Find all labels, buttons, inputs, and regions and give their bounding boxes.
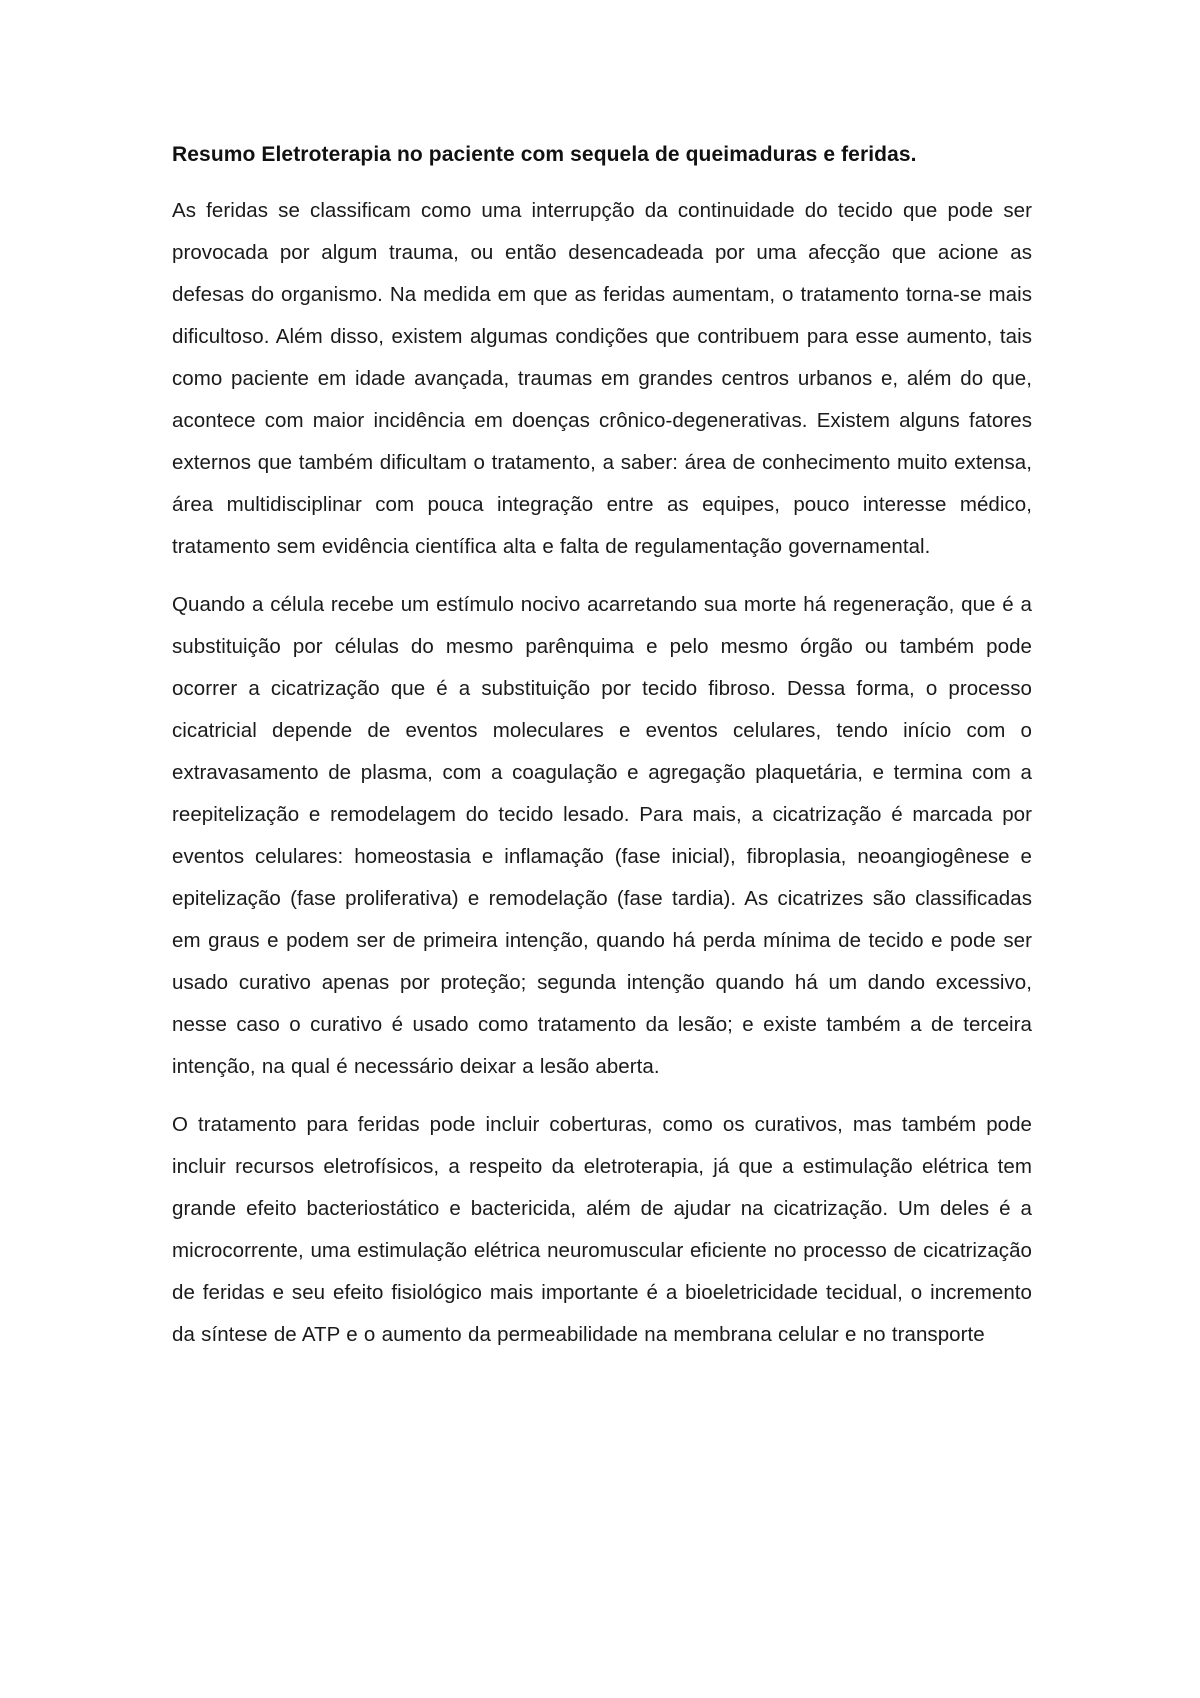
- paragraph-2: Quando a célula recebe um estímulo nocivo acarretando sua morte há regeneração, que é a substituição por células do mesmo parênquima e pelo mesmo órgão ou também pode ocorrer a cicatrização que é a substituição por tecido fibroso. Dessa forma, o processo cicatricial depende de eventos moleculares e eventos celulares, tendo início com o extravasamento de plasma, com a coagulação e agregação plaquetária, e termina com a reepitelização e remodelagem do tecido lesado. Para mais, a cicatrização é marcada por eventos celulares: homeostasia e inflamação (fase inicial), fibroplasia, neoangiogênese e epitelização (fase proliferativa) e remodelação (fase tardia). As cicatrizes são classificadas em graus e podem ser de primeira intenção, quando há perda mínima de tecido e pode ser usado curativo apenas por proteção; segunda intenção quando há um dando excessivo, nesse caso o curativo é usado como tratamento da lesão; e existe também a de terceira intenção, na qual é necessário deixar a lesão aberta.: [172, 593, 1032, 1078]
- paragraph-3: O tratamento para feridas pode incluir coberturas, como os curativos, mas também pode incluir recursos eletrofísicos, a respeito da eletroterapia, já que a estimulação elétrica tem grande efeito bacteriostático e bactericida, além de ajudar na cicatrização. Um deles é a microcorrente, uma estimulação elétrica neuromuscular eficiente no processo de cicatrização de feridas e seu efeito fisiológico mais importante é a bioeletricidade tecidual, o incremento da síntese de ATP e o aumento da permeabilidade na membrana celular e no transporte: [172, 1113, 1032, 1346]
- document-body: [172, 140, 1032, 1356]
- paragraph-1: As feridas se classificam como uma interrupção da continuidade do tecido que pode ser provocada por algum trauma, ou então desencadeada por uma afecção que acione as defesas do organismo. Na medida em que as feridas aumentam, o tratamento torna-se mais dificultoso. Além disso, existem algumas condições que contribuem para esse aumento, tais como paciente em idade avançada, traumas em grandes centros urbanos e, além do que, acontece com maior incidência em doenças crônico-degenerativas. Existem alguns fatores externos que também dificultam o tratamento, a saber: área de conhecimento muito extensa, área multidisciplinar com pouca integração entre as equipes, pouco interesse médico, tratamento sem evidência científica alta e falta de regulamentação governamental.: [172, 199, 1032, 558]
- document-title: Resumo Eletroterapia no paciente com sequela de queimaduras e feridas.: [172, 143, 917, 166]
